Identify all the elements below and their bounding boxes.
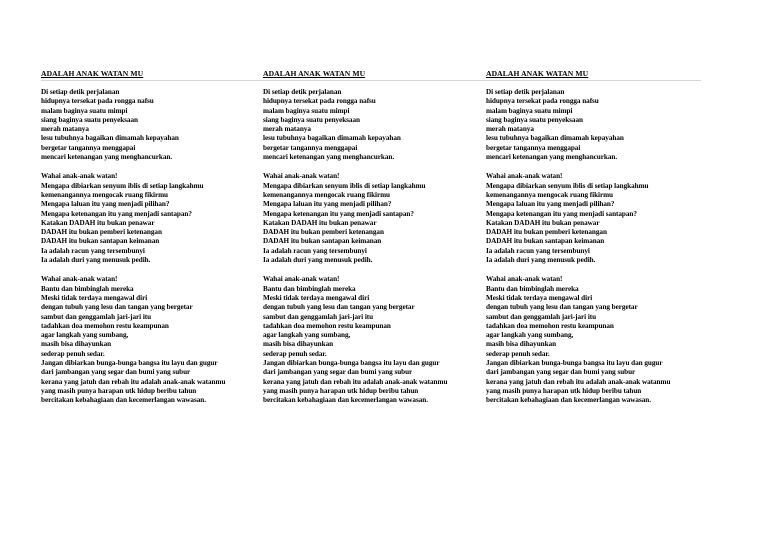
- poem-line: Bantu dan bimbinglah mereka: [486, 284, 579, 293]
- poem-line: dengan tubuh yang lesu dan tangan yang bergetar: [41, 303, 193, 312]
- poem-line: Mengapa ketenangan itu yang menjadi santapan?: [41, 209, 192, 218]
- stanza-2: [41, 172, 263, 265]
- poem-line: lesu tubuhnya bagaikan dimamah kepayahan: [41, 134, 179, 143]
- poem-line: Mengapa ketenangan itu yang menjadi santapan?: [263, 209, 414, 218]
- poem-line: Wahai anak-anak watan!: [263, 275, 340, 284]
- poem-line: kemenangannya mengocak ruang fikirmu: [263, 190, 390, 199]
- poem-line: bercitakan kebahagiaan dan kecemerlangan wawasan.: [41, 396, 206, 405]
- poem-line: sederap penuh sedar.: [486, 349, 550, 358]
- poem-line: Jangan dibiarkan bunga-bunga bangsa itu layu dan gugur: [41, 359, 218, 368]
- poem-line: Meski tidak terdaya mengawal diri: [263, 293, 370, 302]
- poem-column-2: [263, 69, 485, 406]
- poem-line: Ia adalah racun yang tersembunyi: [41, 246, 145, 255]
- poem-line: agar langkah yang sumbang,: [41, 331, 129, 340]
- poem-title: ADALAH ANAK WATAN MU: [41, 69, 144, 78]
- poem-line: sederap penuh sedar.: [41, 349, 105, 358]
- poem-line: lesu tubuhnya bagaikan dimamah kepayahan: [263, 134, 401, 143]
- poem-line: dari jambangan yang segar dan bumi yang subur: [263, 368, 413, 377]
- poem-line: merah matanya: [263, 125, 311, 134]
- poem-line: Mengapa dibiarkan senyum iblis di setiap langkahmu: [486, 181, 649, 190]
- poem-line: malam baginya suatu mimpi: [41, 106, 128, 115]
- poem-line: DADAH itu bukan pemberi ketenangan: [486, 228, 607, 237]
- poem-line: Ia adalah racun yang tersembunyi: [486, 246, 590, 255]
- stanza-1: [486, 88, 708, 162]
- poem-line: Mengapa dibiarkan senyum iblis di setiap langkahmu: [41, 181, 204, 190]
- poem-line: tadahkan doa memohon restu keampunan: [41, 321, 169, 330]
- poem-line: malam baginya suatu mimpi: [486, 106, 573, 115]
- poem-line: kerana yang jatuh dan rebah itu adalah anak-anak watanmu: [263, 377, 448, 386]
- poem-line: Wahai anak-anak watan!: [263, 172, 340, 181]
- poem-title: ADALAH ANAK WATAN MU: [263, 69, 366, 78]
- poem-line: DADAH itu bukan santapan keimanan: [41, 237, 160, 246]
- poem-line: Meski tidak terdaya mengawal diri: [486, 293, 593, 302]
- stanza-1: [41, 88, 263, 162]
- poem-line: Mengapa ketenangan itu yang menjadi santapan?: [486, 209, 637, 218]
- poem-line: Bantu dan bimbinglah mereka: [263, 284, 356, 293]
- poem-line: mencari ketenangan yang menghancurkan.: [486, 153, 618, 162]
- poem-line: Wahai anak-anak watan!: [486, 275, 563, 284]
- poem-line: dengan tubuh yang lesu dan tangan yang bergetar: [486, 303, 638, 312]
- poem-line: Ia adalah racun yang tersembunyi: [263, 246, 367, 255]
- poem-line: masih bisa dihayunkan: [41, 340, 112, 349]
- poem-line: yang masih punya harapan utk hidup beribu tahun: [263, 386, 419, 395]
- poem-line: kemenangannya mengocak ruang fikirmu: [486, 190, 613, 199]
- poem-line: bercitakan kebahagiaan dan kecemerlangan wawasan.: [486, 396, 651, 405]
- poem-line: Di setiap detik perjalanan: [486, 88, 565, 96]
- poem-line: lesu tubuhnya bagaikan dimamah kepayahan: [486, 134, 624, 143]
- poem-line: masih bisa dihayunkan: [486, 340, 557, 349]
- poem-line: hidupnya tersekat pada rongga nafsu: [486, 97, 599, 106]
- poem-line: Bantu dan bimbinglah mereka: [41, 284, 134, 293]
- poem-line: Wahai anak-anak watan!: [486, 172, 563, 181]
- stanza-3: [486, 275, 708, 405]
- poem-line: Ia adalah duri yang menusuk pedih.: [263, 256, 373, 265]
- stanza-1: [263, 88, 485, 162]
- poem-line: Di setiap detik perjalanan: [263, 88, 342, 96]
- poem-line: dengan tubuh yang lesu dan tangan yang bergetar: [263, 303, 415, 312]
- poem-line: agar langkah yang sumbang,: [263, 331, 351, 340]
- poem-line: Meski tidak terdaya mengawal diri: [41, 293, 148, 302]
- poem-line: hidupnya tersekat pada rongga nafsu: [263, 97, 376, 106]
- poem-line: dari jambangan yang segar dan bumi yang subur: [486, 368, 636, 377]
- poem-line: Mengapa laluan itu yang menjadi pilihan?: [263, 200, 392, 209]
- poem-line: hidupnya tersekat pada rongga nafsu: [41, 97, 154, 106]
- poem-line: sambut dan genggamlah jari-jari itu: [263, 312, 374, 321]
- poem-line: siang baginya suatu penyeksaan: [263, 115, 360, 124]
- stanza-3: [263, 275, 485, 405]
- stanza-2: [486, 172, 708, 265]
- poem-line: Jangan dibiarkan bunga-bunga bangsa itu layu dan gugur: [486, 359, 663, 368]
- poem-line: tadahkan doa memohon restu keampunan: [486, 321, 614, 330]
- poem-column-1: [41, 69, 263, 406]
- poem-line: Mengapa laluan itu yang menjadi pilihan?: [41, 200, 170, 209]
- poem-line: sambut dan genggamlah jari-jari itu: [486, 312, 597, 321]
- poem-line: Mengapa dibiarkan senyum iblis di setiap langkahmu: [263, 181, 426, 190]
- poem-column-3: [486, 69, 708, 406]
- poem-line: mencari ketenangan yang menghancurkan.: [41, 153, 173, 162]
- poem-line: Ia adalah duri yang menusuk pedih.: [486, 256, 596, 265]
- poem-line: bergetar tangannya menggapai: [486, 143, 581, 152]
- poem-line: Di setiap detik perjalanan: [41, 88, 120, 96]
- poem-line: siang baginya suatu penyeksaan: [486, 115, 583, 124]
- poem-line: malam baginya suatu mimpi: [263, 106, 350, 115]
- poem-line: Katakan DADAH itu bukan penawar: [263, 218, 377, 227]
- poem-line: sederap penuh sedar.: [263, 349, 327, 358]
- poem-line: yang masih punya harapan utk hidup beribu tahun: [486, 386, 642, 395]
- poem-line: DADAH itu bukan pemberi ketenangan: [263, 228, 384, 237]
- poem-line: Katakan DADAH itu bukan penawar: [41, 218, 155, 227]
- poem-line: yang masih punya harapan utk hidup beribu tahun: [41, 386, 197, 395]
- poem-line: Katakan DADAH itu bukan penawar: [486, 218, 600, 227]
- stanza-2: [263, 172, 485, 265]
- poem-line: bercitakan kebahagiaan dan kecemerlangan wawasan.: [263, 396, 428, 405]
- poem-line: Wahai anak-anak watan!: [41, 275, 118, 284]
- poem-line: sambut dan genggamlah jari-jari itu: [41, 312, 152, 321]
- poem-line: kerana yang jatuh dan rebah itu adalah anak-anak watanmu: [486, 377, 671, 386]
- poem-line: dari jambangan yang segar dan bumi yang subur: [41, 368, 191, 377]
- stanza-3: [41, 275, 263, 405]
- poem-line: siang baginya suatu penyeksaan: [41, 115, 138, 124]
- poem-line: kerana yang jatuh dan rebah itu adalah anak-anak watanmu: [41, 377, 226, 386]
- poem-line: bergetar tangannya menggapai: [41, 143, 136, 152]
- poem-line: merah matanya: [41, 125, 89, 134]
- poem-line: DADAH itu bukan pemberi ketenangan: [41, 228, 162, 237]
- poem-line: mencari ketenangan yang menghancurkan.: [263, 153, 395, 162]
- poem-line: Jangan dibiarkan bunga-bunga bangsa itu layu dan gugur: [263, 359, 440, 368]
- poem-line: merah matanya: [486, 125, 534, 134]
- poem-line: bergetar tangannya menggapai: [263, 143, 358, 152]
- poem-title: ADALAH ANAK WATAN MU: [486, 69, 589, 78]
- poem-line: Mengapa laluan itu yang menjadi pilihan?: [486, 200, 615, 209]
- poem-line: agar langkah yang sumbang,: [486, 331, 574, 340]
- poem-line: tadahkan doa memohon restu keampunan: [263, 321, 391, 330]
- poem-line: masih bisa dihayunkan: [263, 340, 334, 349]
- poem-line: DADAH itu bukan santapan keimanan: [263, 237, 382, 246]
- poem-line: Wahai anak-anak watan!: [41, 172, 118, 181]
- poem-line: Ia adalah duri yang menusuk pedih.: [41, 256, 151, 265]
- poem-line: kemenangannya mengocak ruang fikirmu: [41, 190, 168, 199]
- poem-line: DADAH itu bukan santapan keimanan: [486, 237, 605, 246]
